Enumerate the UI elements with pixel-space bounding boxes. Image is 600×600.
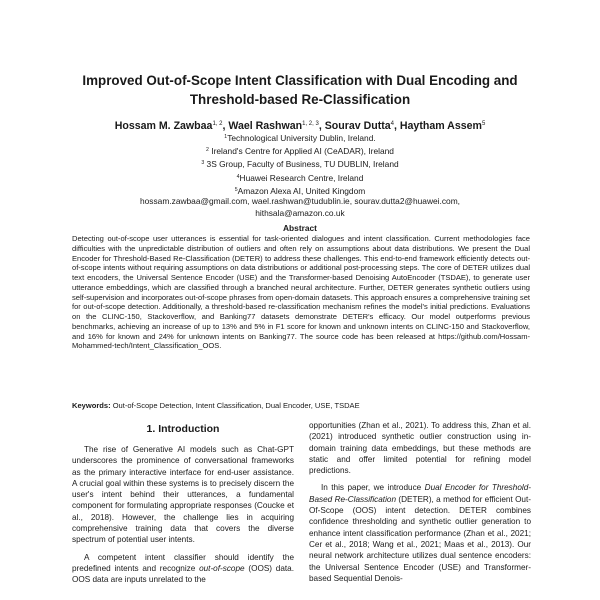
affiliation-text: Ireland's Centre for Applied AI (CeADAR), Ireland xyxy=(208,146,394,157)
affiliation-marker: 2 xyxy=(206,147,209,154)
keywords-label: Keywords: xyxy=(72,401,111,410)
paper-title: Improved Out-of-Scope Intent Classification with Dual Encoding and Threshold-based Re-Classification xyxy=(82,73,518,107)
affiliation-marker: 3 xyxy=(201,160,205,167)
author-name: Sourav Dutta xyxy=(324,120,391,132)
author-affil-marker: 4 xyxy=(390,121,394,127)
right-column xyxy=(309,420,531,590)
author-affil-marker: 1, 2 xyxy=(212,121,223,127)
affiliation-list xyxy=(100,131,500,197)
section-heading-introduction: 1. Introduction xyxy=(146,423,220,435)
keywords-list: Out-of-Scope Detection, Intent Classification, Dual Encoder, USE, TSDAE xyxy=(110,401,360,410)
affiliation-text: 3S Group, Faculty of Business, TU DUBLIN, Ireland xyxy=(204,159,399,170)
abstract-text: Detecting out-of-scope user utterances is essential for task-oriented dialogues and intent classification. Current methodologies face difficulties with the unpredictable distribution of outliers and often rely on assumptions about data distributions. We present the Dual Encoder for Threshold-Based Re-Classification (DETER) to address these challenges. This end-to-end framework efficiently detects out-of-scope intents without requiring assumptions on data distributions or additional post-processing steps. The core of DETER utilizes dual text encoders, the Universal Sentence Encoder (USE) and the Transformer-based Denoising AutoEncoder (TSDAE), to generate user utterance embeddings, which are classified through a branched neural architecture. Further, DETER generates synthetic outliers using self-supervision and incorporates out-of-scope phrases from open-domain datasets. This approach ensures a comprehensive training set for out-of-scope detection. Additionally, a threshold-based re-classification mechanism refines the model's initial predictions. Evaluations on the CLINC-150, Stackoverflow, and Banking77 datasets demonstrate DETER's efficacy. Our model outperforms previous benchmarks, achieving an increase of up to 13% and 5% in F1 score for known and unknown intents on CLINC-150 and Stackoverflow, and 16% for known and 24% for unknown intents on Banking77. The source code has been released at https://github.com/Hossam-Mohammed-tech/Intent_Classification_OOS. xyxy=(72,234,530,351)
author-name: Wael Rashwan xyxy=(228,120,303,132)
author-emails xyxy=(80,195,520,219)
email-line: hithsala@amazon.co.uk xyxy=(255,208,345,218)
affiliation-text: Huawei Research Centre, Ireland xyxy=(239,172,364,183)
author-separator: , xyxy=(222,120,229,132)
author-separator: , xyxy=(318,120,325,132)
emphasis: Dual Encoder for Threshold-Based Re-Classification xyxy=(309,483,531,504)
affiliation xyxy=(100,171,500,184)
intro-paragraph: opportunities (Zhan et al., 2021). To address this, Zhan et al. (2021) introduced synthetic outlier construction using in-domain training data embeddings, but these methods are static and offer limited potential for refining model predictions. xyxy=(309,421,531,476)
intro-paragraph xyxy=(309,482,531,584)
author-affil-marker: 1, 2, 3 xyxy=(302,121,319,127)
abstract-heading: Abstract xyxy=(283,223,317,233)
email-line: hossam.zawbaa@gmail.com, wael.rashwan@tudublin.ie, sourav.dutta2@huawei.com, xyxy=(139,196,461,206)
affiliation-text: Amazon Alexa AI, United Kingdom xyxy=(237,185,366,196)
affiliation xyxy=(100,131,500,144)
intro-paragraph xyxy=(72,552,294,586)
author-name: Hossam M. Zawbaa xyxy=(114,120,213,132)
affiliation-marker: 5 xyxy=(234,186,238,193)
author-affil-marker: 5 xyxy=(481,121,486,127)
author-name: Haytham Assem xyxy=(399,120,482,132)
keywords xyxy=(72,401,530,411)
affiliation xyxy=(100,157,500,170)
text-run: In this paper, we introduce xyxy=(321,483,425,493)
affiliation-marker: 1 xyxy=(224,134,228,140)
text-run: (OOS) data. OOS data are inputs unrelated to the xyxy=(72,563,294,585)
left-column xyxy=(72,416,294,592)
text-run: A competent intent classifier should identify the predefined intents and recognize xyxy=(72,552,294,573)
author-separator: , xyxy=(394,120,400,132)
emphasis: out-of-scope xyxy=(199,563,245,573)
affiliation xyxy=(100,144,500,157)
affiliation-text: Technological University Dublin, Ireland. xyxy=(227,133,376,143)
text-run: (DETER), a method for efficient Out-Of-Scope (OOS) intent detection. DETER combines confidence thresholding and synthetic outlier generation to enhance intent classification performance (Zhan et al., 2021; Cer et al., 2018; Wang et al., 2021; Maas et al., 2013). Our neural network architecture utilizes dual sentence encoders: the Universal Sentence Encoder (USE) and Transformer-based Sequential Denois- xyxy=(309,494,531,583)
affiliation-marker: 4 xyxy=(236,173,240,180)
intro-paragraph: The rise of Generative AI models such as Chat-GPT underscores the prominence of conversational frameworks as the primary interactive interface for end-user assistance. A crucial goal within these systems is to precisely discern the user's intent behind their utterances, a fundamental component for formulating appropriate responses (Coucke et al., 2018). However, the challenge lies in acquiring comprehensive training data that covers the diverse spectrum of potential user intents. xyxy=(72,445,294,545)
